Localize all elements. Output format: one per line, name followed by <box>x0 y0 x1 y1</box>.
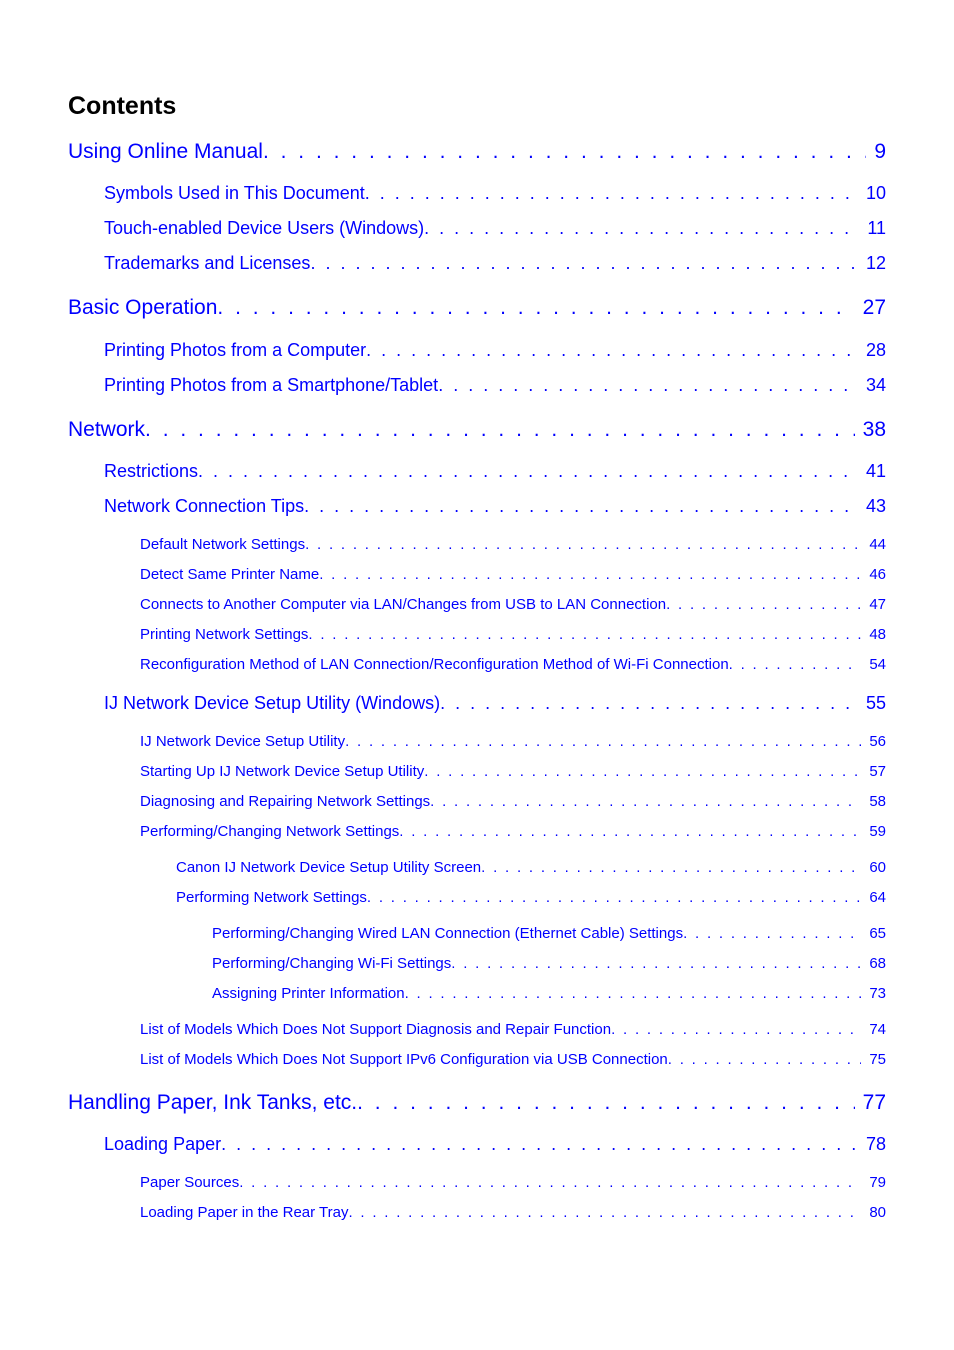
toc-entry-level-1[interactable] <box>68 296 886 322</box>
toc-entry-page-number: 55 <box>865 693 886 713</box>
toc-entry-label: Diagnosing and Repairing Network Settings <box>140 793 431 810</box>
toc-entry-page-number: 27 <box>862 296 886 319</box>
toc-entry-level-2[interactable] <box>104 340 886 362</box>
toc-entry-page-number: 64 <box>869 889 886 906</box>
toc-entry-page-number: 46 <box>869 566 886 583</box>
toc-entry-page-number: 43 <box>865 496 886 516</box>
toc-entry-page-number: 34 <box>865 375 886 395</box>
toc-entry-page-number: 74 <box>869 1021 886 1038</box>
toc-dot-leader <box>348 1204 861 1221</box>
toc-entry-label: Printing Photos from a Computer <box>104 340 367 360</box>
toc-entry-label: Performing/Changing Wired LAN Connection (Ethernet Cable) Settings <box>212 925 684 942</box>
toc-entry-page-number: 59 <box>869 823 886 840</box>
toc-entry-level-3[interactable] <box>140 1021 886 1040</box>
toc-entry-label: Using Online Manual <box>68 140 263 163</box>
toc-entry-label: Symbols Used in This Document <box>104 183 365 203</box>
toc-entry-page-number: 41 <box>865 461 886 481</box>
toc-dot-leader <box>438 375 858 396</box>
toc-entry-level-3[interactable] <box>140 763 886 782</box>
toc-entry-level-5[interactable] <box>212 955 886 974</box>
toc-entry-level-4[interactable] <box>176 889 886 908</box>
toc-dot-leader <box>239 1174 861 1191</box>
toc-dot-leader <box>263 140 866 164</box>
toc-entry-level-3[interactable] <box>140 536 886 555</box>
toc-entry-label: Network Connection Tips <box>104 496 305 516</box>
toc-entry-page-number: 12 <box>865 253 886 273</box>
toc-entry-label: Canon IJ Network Device Setup Utility Screen <box>176 859 482 876</box>
toc-dot-leader <box>451 955 861 972</box>
toc-entry-label: Paper Sources <box>140 1174 240 1191</box>
toc-entry-level-3[interactable] <box>140 566 886 585</box>
toc-dot-leader <box>683 925 861 942</box>
toc-entry-page-number: 73 <box>869 985 886 1002</box>
toc-entry-level-2[interactable] <box>104 1134 886 1156</box>
toc-entry-page-number: 47 <box>869 596 886 613</box>
toc-entry-level-2[interactable] <box>104 253 886 275</box>
toc-entry-label: Loading Paper in the Rear Tray <box>140 1204 349 1221</box>
toc-dot-leader <box>305 536 861 553</box>
toc-entry-level-3[interactable] <box>140 793 886 812</box>
toc-entry-label: Starting Up IJ Network Device Setup Utility <box>140 763 425 780</box>
toc-entry-level-3[interactable] <box>140 596 886 615</box>
toc-entry-label: Performing/Changing Network Settings <box>140 823 400 840</box>
toc-dot-leader <box>221 1134 858 1155</box>
toc-entry-label: Printing Photos from a Smartphone/Tablet <box>104 375 439 395</box>
toc-dot-leader <box>481 859 861 876</box>
toc-dot-leader <box>357 1091 855 1115</box>
toc-entry-page-number: 65 <box>869 925 886 942</box>
toc-entry-level-5[interactable] <box>212 985 886 1004</box>
toc-entry-level-2[interactable] <box>104 496 886 518</box>
toc-entry-label: Default Network Settings <box>140 536 306 553</box>
toc-entry-level-1[interactable] <box>68 418 886 444</box>
toc-entry-label: IJ Network Device Setup Utility (Windows) <box>104 693 441 713</box>
toc-entry-level-3[interactable] <box>140 1051 886 1070</box>
toc-entry-label: Network <box>68 418 146 441</box>
toc-entry-page-number: 60 <box>869 859 886 876</box>
toc-dot-leader <box>319 566 861 583</box>
toc-entry-label: Detect Same Printer Name <box>140 566 320 583</box>
toc-dot-leader <box>365 183 858 204</box>
toc-entry-level-1[interactable] <box>68 1091 886 1117</box>
toc-entry-label: Assigning Printer Information <box>212 985 405 1002</box>
toc-entry-level-3[interactable] <box>140 823 886 842</box>
toc-entry-label: Trademarks and Licenses <box>104 253 311 273</box>
toc-entry-label: Restrictions <box>104 461 199 481</box>
toc-entry-page-number: 79 <box>869 1174 886 1191</box>
toc-entry-page-number: 38 <box>862 418 886 441</box>
toc-entry-level-3[interactable] <box>140 1204 886 1223</box>
toc-entry-label: Handling Paper, Ink Tanks, etc. <box>68 1091 358 1114</box>
toc-entry-page-number: 10 <box>865 183 886 203</box>
toc-entry-label: Performing/Changing Wi-Fi Settings <box>212 955 452 972</box>
toc-entry-label: Connects to Another Computer via LAN/Changes from USB to LAN Connection <box>140 596 667 613</box>
toc-entry-label: IJ Network Device Setup Utility <box>140 733 346 750</box>
toc-dot-leader <box>304 496 858 517</box>
toc-dot-leader <box>424 763 861 780</box>
toc-entry-page-number: 48 <box>869 626 886 643</box>
toc-entry-level-4[interactable] <box>176 859 886 878</box>
toc-entry-page-number: 57 <box>869 763 886 780</box>
toc-entry-label: Reconfiguration Method of LAN Connection/Reconfiguration Method of Wi-Fi Connection <box>140 656 729 673</box>
toc-dot-leader <box>729 656 862 673</box>
toc-entry-level-3[interactable] <box>140 626 886 645</box>
toc-entry-page-number: 54 <box>869 656 886 673</box>
toc-entry-level-2[interactable] <box>104 375 886 397</box>
toc-entry-page-number: 80 <box>869 1204 886 1221</box>
toc-entry-level-2[interactable] <box>104 183 886 205</box>
toc-entry-level-2[interactable] <box>104 461 886 483</box>
toc-entry-page-number: 77 <box>862 1091 886 1114</box>
toc-dot-leader <box>430 793 861 810</box>
toc-entry-level-1[interactable] <box>68 140 886 166</box>
toc-entry-level-3[interactable] <box>140 656 886 675</box>
toc-dot-leader <box>424 218 859 239</box>
toc-entry-label: Printing Network Settings <box>140 626 309 643</box>
toc-dot-leader <box>440 693 858 714</box>
toc-dot-leader <box>308 626 861 643</box>
toc-entry-page-number: 75 <box>869 1051 886 1068</box>
toc-entry-page-number: 56 <box>869 733 886 750</box>
toc-dot-leader <box>666 596 861 613</box>
toc-entry-page-number: 28 <box>865 340 886 360</box>
toc-dot-leader <box>367 889 861 906</box>
toc-entry-page-number: 11 <box>867 218 886 238</box>
toc-dot-leader <box>366 340 858 361</box>
toc-entry-page-number: 9 <box>874 140 886 163</box>
toc-entry-level-3[interactable] <box>140 1174 886 1193</box>
toc-entry-level-2[interactable] <box>104 693 886 715</box>
toc-dot-leader <box>668 1051 862 1068</box>
toc-dot-leader <box>145 418 855 442</box>
toc-entry-label: Touch-enabled Device Users (Windows) <box>104 218 425 238</box>
toc-entry-level-3[interactable] <box>140 733 886 752</box>
toc-entry-level-2[interactable] <box>104 218 886 240</box>
toc-dot-leader <box>217 296 854 320</box>
toc-entry-page-number: 44 <box>869 536 886 553</box>
toc-dot-leader <box>611 1021 861 1038</box>
toc-entry-label: List of Models Which Does Not Support IPv6 Configuration via USB Connection <box>140 1051 668 1068</box>
contents-heading: Contents <box>68 92 177 120</box>
toc-entry-label: Performing Network Settings <box>176 889 367 906</box>
toc-entry-page-number: 58 <box>869 793 886 810</box>
toc-entry-label: Basic Operation <box>68 296 218 319</box>
toc-entry-page-number: 68 <box>869 955 886 972</box>
toc-dot-leader <box>345 733 861 750</box>
toc-entry-page-number: 78 <box>865 1134 886 1154</box>
toc-dot-leader <box>310 253 858 274</box>
toc-dot-leader <box>399 823 861 840</box>
toc-dot-leader <box>405 985 862 1002</box>
toc-dot-leader <box>198 461 858 482</box>
toc-entry-level-5[interactable] <box>212 925 886 944</box>
toc-entry-label: Loading Paper <box>104 1134 222 1154</box>
toc-entry-label: List of Models Which Does Not Support Diagnosis and Repair Function <box>140 1021 612 1038</box>
